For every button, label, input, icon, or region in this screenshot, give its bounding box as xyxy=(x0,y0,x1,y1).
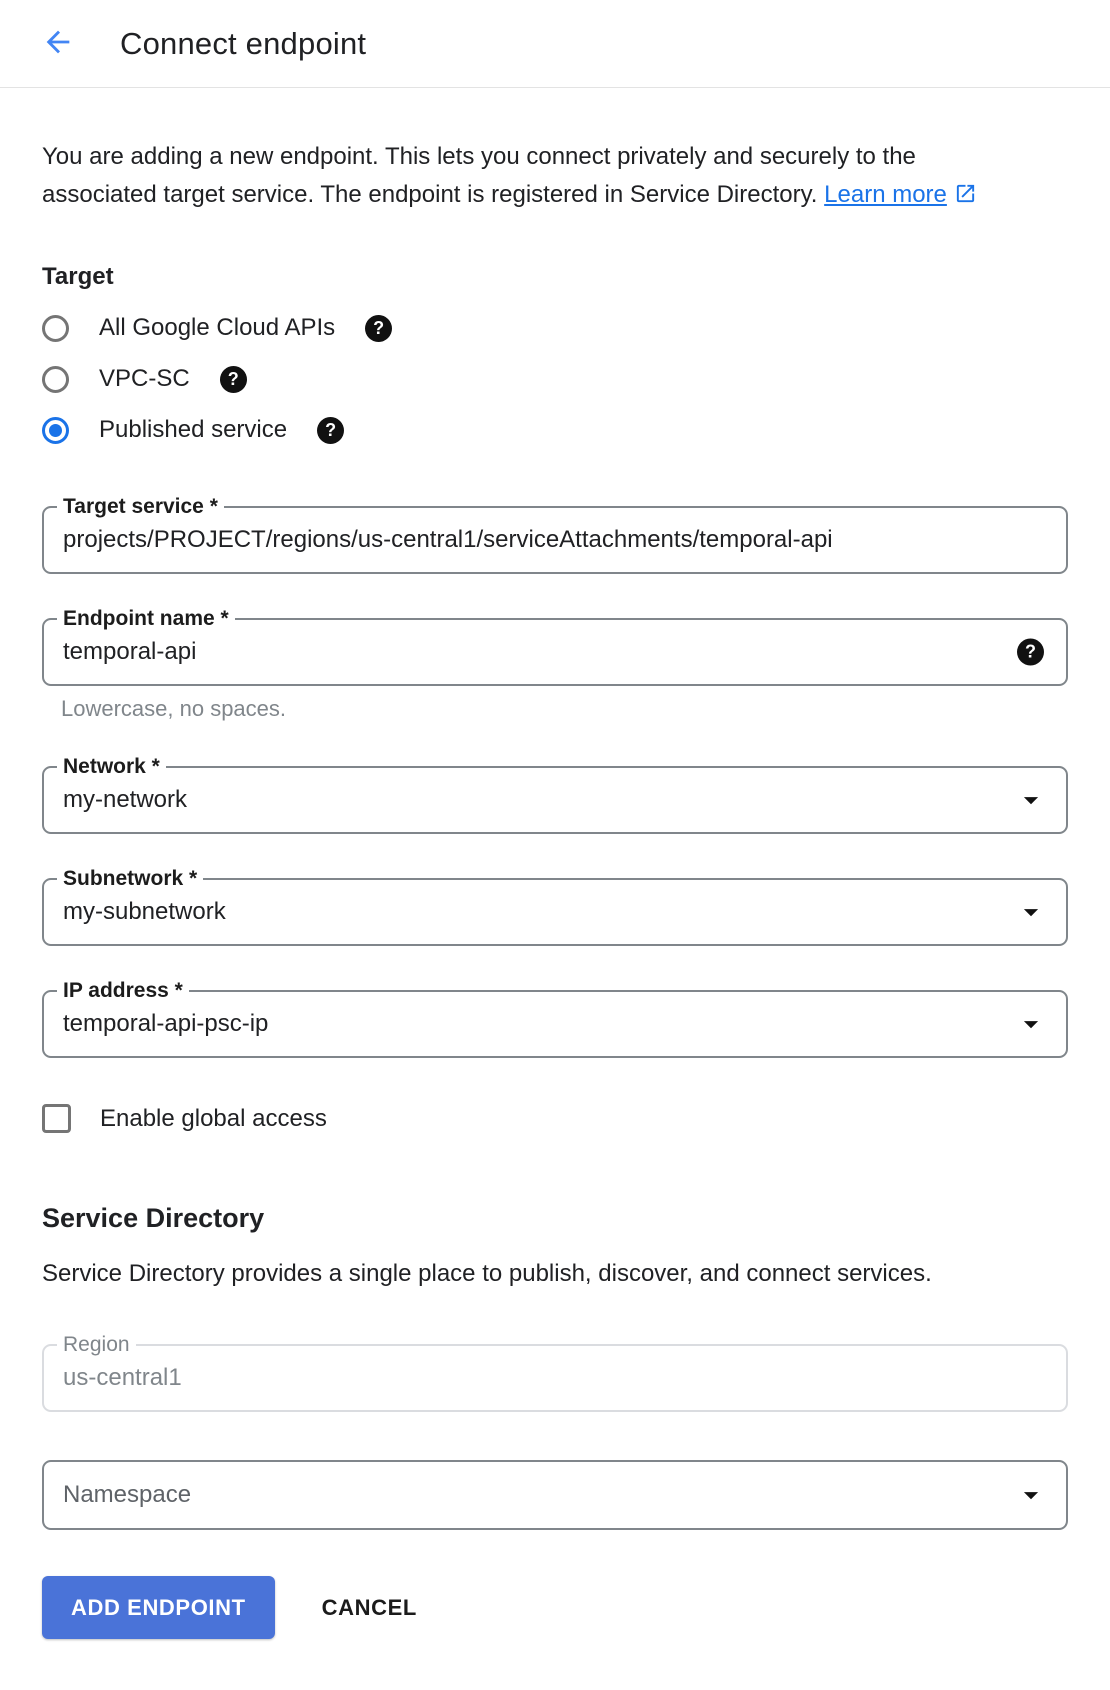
radio-label: VPC-SC xyxy=(99,365,190,392)
namespace-select[interactable] xyxy=(42,1460,1068,1530)
intro-paragraph xyxy=(42,138,992,217)
radio-checked-icon xyxy=(42,417,69,444)
form-actions xyxy=(42,1576,1068,1639)
region-label: Region xyxy=(57,1332,136,1358)
chevron-down-icon xyxy=(1014,1478,1048,1512)
back-button[interactable] xyxy=(40,26,76,62)
checkbox-unchecked-icon xyxy=(42,1104,71,1133)
endpoint-name-field xyxy=(42,607,1068,686)
arrow-left-icon xyxy=(41,25,75,62)
service-directory-heading: Service Directory xyxy=(42,1203,265,1233)
network-label: Network * xyxy=(57,754,166,780)
chevron-down-icon xyxy=(1014,895,1048,929)
radio-unchecked-icon xyxy=(42,366,69,393)
ip-address-label: IP address * xyxy=(57,978,189,1004)
namespace-placeholder: Namespace xyxy=(63,1481,192,1508)
radio-vpc-sc[interactable] xyxy=(42,365,247,393)
radio-all-google-cloud-apis[interactable] xyxy=(42,314,392,342)
intro-text: You are adding a new endpoint. This lets you connect privately and securely to the associated target service. The endpoint is registered in Service Directory. xyxy=(42,143,916,208)
cancel-button[interactable]: CANCEL xyxy=(321,1594,417,1620)
endpoint-name-label: Endpoint name * xyxy=(57,606,235,632)
help-icon[interactable]: ? xyxy=(220,366,247,393)
learn-more-link[interactable]: Learn more xyxy=(824,181,947,208)
radio-label: All Google Cloud APIs xyxy=(99,314,336,341)
network-select[interactable] xyxy=(42,755,1068,834)
ip-address-select[interactable] xyxy=(42,979,1068,1058)
page-title: Connect endpoint xyxy=(120,25,367,61)
network-value: my-network xyxy=(63,786,188,813)
target-section-heading: Target xyxy=(42,263,114,290)
page-header xyxy=(0,0,1110,88)
enable-global-access-checkbox[interactable] xyxy=(42,1104,327,1133)
endpoint-name-helper: Lowercase, no spaces. xyxy=(61,696,287,721)
subnetwork-select[interactable] xyxy=(42,867,1068,946)
service-directory-description: Service Directory provides a single place to publish, discover, and connect services. xyxy=(42,1260,932,1287)
ip-address-value: temporal-api-psc-ip xyxy=(63,1010,269,1037)
region-field-disabled xyxy=(42,1333,1068,1412)
target-service-field xyxy=(42,495,1068,574)
help-icon[interactable]: ? xyxy=(365,315,392,342)
target-service-label: Target service * xyxy=(57,494,224,520)
radio-label: Published service xyxy=(99,416,288,443)
chevron-down-icon xyxy=(1014,783,1048,817)
open-in-new-icon[interactable] xyxy=(954,179,977,217)
add-endpoint-button[interactable]: ADD ENDPOINT xyxy=(42,1576,275,1639)
help-icon[interactable]: ? xyxy=(317,417,344,444)
radio-unchecked-icon xyxy=(42,315,69,342)
region-value: us-central1 xyxy=(63,1364,182,1391)
checkbox-label: Enable global access xyxy=(100,1104,327,1132)
help-icon[interactable]: ? xyxy=(1017,639,1044,666)
radio-published-service[interactable] xyxy=(42,416,344,444)
chevron-down-icon xyxy=(1014,1007,1048,1041)
subnetwork-value: my-subnetwork xyxy=(63,898,226,925)
subnetwork-label: Subnetwork * xyxy=(57,866,203,892)
